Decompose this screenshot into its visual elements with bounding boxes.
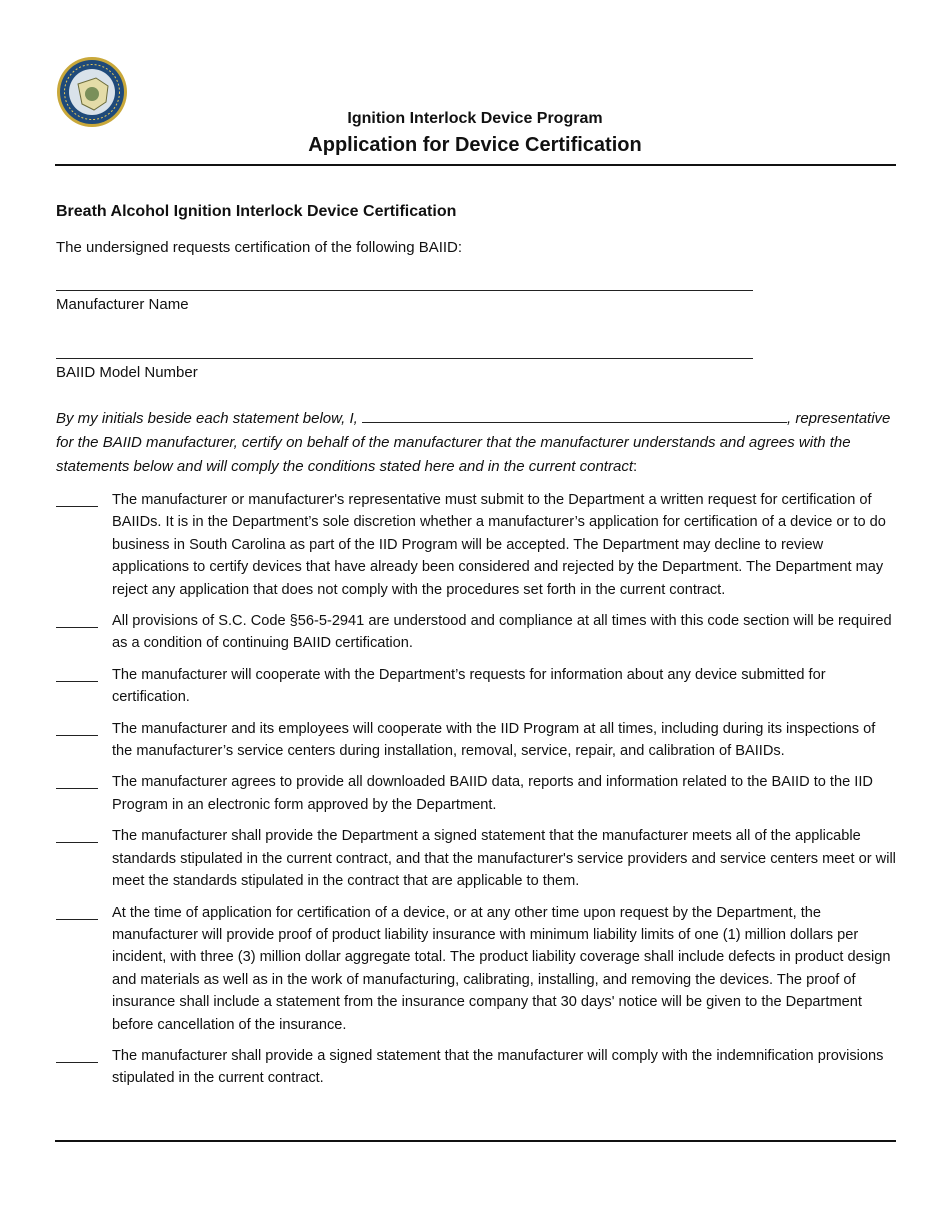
certify-colon: : — [632, 458, 638, 475]
statement-item — [56, 1045, 898, 1090]
model-number-label: BAIID Model Number — [56, 364, 198, 381]
statement-item — [56, 825, 898, 892]
representative-name-field[interactable] — [362, 408, 787, 423]
header-divider — [55, 164, 896, 166]
initials-blank[interactable] — [56, 664, 98, 682]
statement-text: The manufacturer will cooperate with the Department’s requests for information about any device submitted for certification. — [112, 666, 826, 706]
section-title: Breath Alcohol Ignition Interlock Device Certification — [56, 203, 457, 220]
statement-item — [56, 718, 898, 763]
statement-item — [56, 610, 898, 655]
statement-text: At the time of application for certification of a device, or at any other time upon request by the Department, the manufacturer will provide proof of product liability insurance with minimum liability limits of one (1) million dollars per incident, with three (3) million dollar aggregate total. The product liability coverage shall include defects in product design and materials as well as in the work of manufacturing, calibrating, installing, and removing the devices. The proof of insurance shall include a statement from the insurance company that 30 days' notice will be given to the Department before cancellation of the insurance. — [112, 904, 891, 1033]
certify-lead: By my initials beside each statement below, I, — [56, 410, 358, 427]
statement-text: The manufacturer and its employees will cooperate with the IID Program at all times, including during its inspections of the manufacturer’s service centers during installation, removal, service, repair, and calibration of BAIIDs. — [112, 720, 876, 760]
statement-item — [56, 489, 898, 601]
certify-body: representative for the BAIID manufacturer, certify on behalf of the manufacturer that the manufacturer understands and agrees with the statements below and will comply the conditions stated here and in the current contract — [56, 410, 891, 475]
initials-blank[interactable] — [56, 1045, 98, 1063]
statement-text: All provisions of S.C. Code §56-5-2941 are understood and compliance at all times with this code section will be required as a condition of continuing BAIID certification. — [112, 613, 892, 652]
manufacturer-name-field[interactable] — [56, 290, 753, 291]
intro-text: The undersigned requests certification of the following BAIID: — [56, 239, 463, 256]
statement-text: The manufacturer shall provide the Department a signed statement that the manufacturer meets all of the applicable standards stipulated in the current contract, and that the manufacturer's service providers and service centers meet or will meet the standards stipulated in the contract that are applicable to them. — [112, 828, 896, 890]
statement-item — [56, 664, 898, 709]
initials-blank[interactable] — [56, 902, 98, 920]
manufacturer-name-label: Manufacturer Name — [56, 296, 189, 313]
model-number-field[interactable] — [56, 358, 753, 359]
initials-blank[interactable] — [56, 610, 98, 628]
initials-blank[interactable] — [56, 718, 98, 736]
statement-text: The manufacturer agrees to provide all downloaded BAIID data, reports and information related to the BAIID to the IID Program in an electronic form approved by the Department. — [112, 774, 873, 813]
statement-text: The manufacturer or manufacturer's representative must submit to the Department a written request for certification of BAIIDs. It is in the Department’s sole discretion whether a manufacturer’s application for certification of a device or to do business in South Carolina as part of the IID Program will be accepted. The Department may decline to review applications to certify devices that have already been considered and rejected by the Department. The Department may reject any application that does not comply with the procedures set forth in the current contract. — [112, 492, 886, 598]
form-title: Application for Device Certification — [308, 134, 642, 156]
initials-blank[interactable] — [56, 489, 98, 507]
initials-blank[interactable] — [56, 825, 98, 843]
statement-item — [56, 902, 898, 1036]
footer-divider — [55, 1140, 896, 1142]
statement-list — [56, 489, 898, 1099]
certify-comma: , — [787, 410, 792, 427]
initials-blank[interactable] — [56, 771, 98, 789]
program-title: Ignition Interlock Device Program — [347, 110, 603, 127]
certification-statement — [56, 407, 896, 479]
statement-item — [56, 771, 898, 816]
statement-text: The manufacturer shall provide a signed statement that the manufacturer will comply with the indemnification provisions stipulated in the current contract. — [112, 1047, 884, 1087]
